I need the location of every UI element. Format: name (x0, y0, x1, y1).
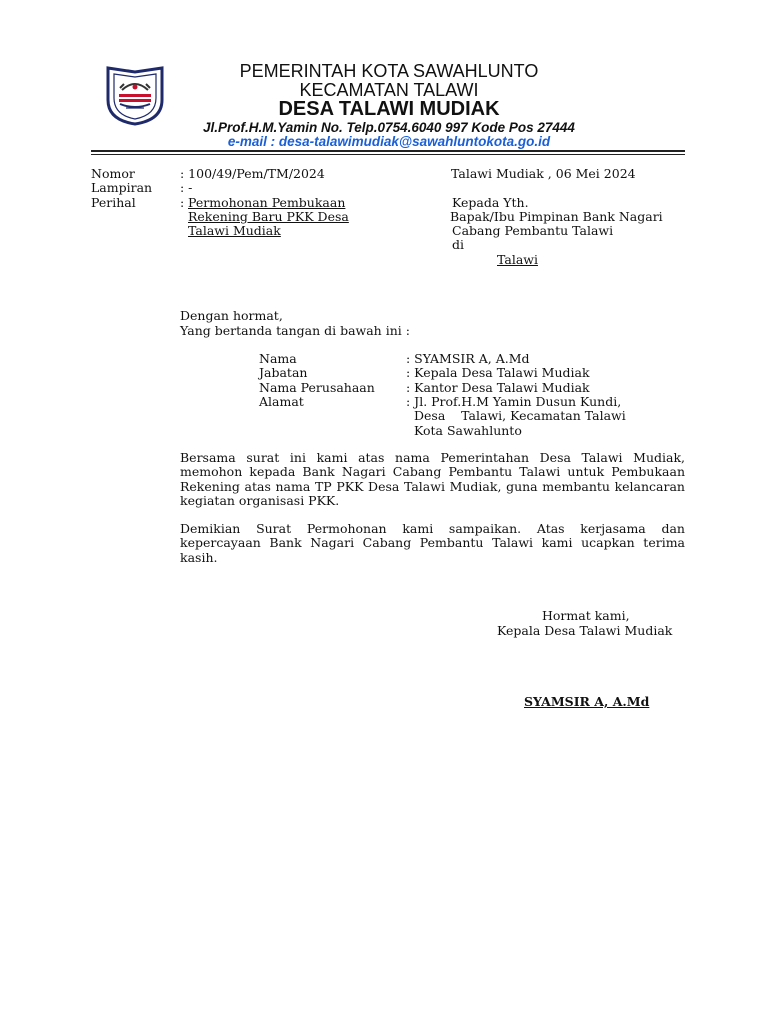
village-emblem-icon (104, 64, 166, 126)
recipient-line-5: Talawi (497, 252, 538, 267)
nomor-label: Nomor (91, 166, 135, 181)
lampiran-value: : - (180, 180, 193, 195)
perihal-line-1: Permohonan Pembukaan (188, 195, 346, 210)
letterhead-address: Jl.Prof.H.M.Yamin No. Telp.0754.6040 997 Kode Pos 27444 (203, 120, 575, 135)
lampiran-label: Lampiran (91, 180, 153, 195)
letterhead-email: e-mail : desa-talawimudiak@sawahluntokota.go.id (227, 134, 551, 149)
place-date: Talawi Mudiak , 06 Mei 2024 (451, 166, 636, 181)
closing-regards: Hormat kami, (542, 608, 630, 623)
identity-label-nama: Nama (259, 351, 297, 366)
alamat-line-2: Desa Talawi, Kecamatan Talawi (414, 408, 626, 423)
identity-value-perusahaan: : Kantor Desa Talawi Mudiak (406, 380, 590, 395)
body-paragraph-1: Bersama surat ini kami atas nama Pemerintahan Desa Talawi Mudiak, memohon kepada Bank Nagari Cabang Pembantu Talawi untuk Pembukaan Rekening atas nama TP PKK Desa Talawi Mudiak, guna membantu kelancaran kegiatan organisasi PKK. (180, 450, 685, 509)
letterhead-village: DESA TALAWI MUDIAK (278, 98, 500, 120)
nomor-value: : 100/49/Pem/TM/2024 (180, 166, 325, 181)
perihal-line-2: Rekening Baru PKK Desa (188, 209, 349, 224)
identity-label-jabatan: Jabatan (259, 365, 308, 380)
perihal-line-3: Talawi Mudiak (188, 223, 281, 238)
identity-label-perusahaan: Nama Perusahaan (259, 380, 375, 395)
recipient-line-1: Kepada Yth. (452, 195, 529, 210)
recipient-line-3: Cabang Pembantu Talawi (452, 223, 614, 238)
identity-label-alamat: Alamat (259, 394, 304, 409)
perihal-colon: : (180, 195, 185, 210)
intro-line: Yang bertanda tangan di bawah ini : (180, 323, 410, 338)
identity-value-alamat: : Jl. Prof.H.M Yamin Dusun Kundi, (406, 394, 622, 409)
recipient-line-4: di (452, 237, 464, 252)
greeting: Dengan hormat, (180, 308, 283, 323)
letterhead-government: PEMERINTAH KOTA SAWAHLUNTO (239, 61, 539, 81)
body-paragraph-2: Demikian Surat Permohonan kami sampaikan. Atas kerjasama dan kepercayaan Bank Nagari Cabang Pembantu Talawi kami ucapkan terima kasih. (180, 521, 685, 565)
perihal-label: Perihal (91, 195, 136, 210)
header-divider-thin (91, 154, 685, 155)
alamat-line-3: Kota Sawahlunto (414, 423, 522, 438)
recipient-line-2: Bapak/Ibu Pimpinan Bank Nagari (450, 209, 663, 224)
signer-name: SYAMSIR A, A.Md (524, 694, 650, 709)
closing-position: Kepala Desa Talawi Mudiak (497, 623, 673, 638)
header-divider-thick (91, 150, 685, 152)
identity-value-nama: : SYAMSIR A, A.Md (406, 351, 530, 366)
letterhead-district: KECAMATAN TALAWI (299, 80, 479, 100)
identity-value-jabatan: : Kepala Desa Talawi Mudiak (406, 365, 590, 380)
